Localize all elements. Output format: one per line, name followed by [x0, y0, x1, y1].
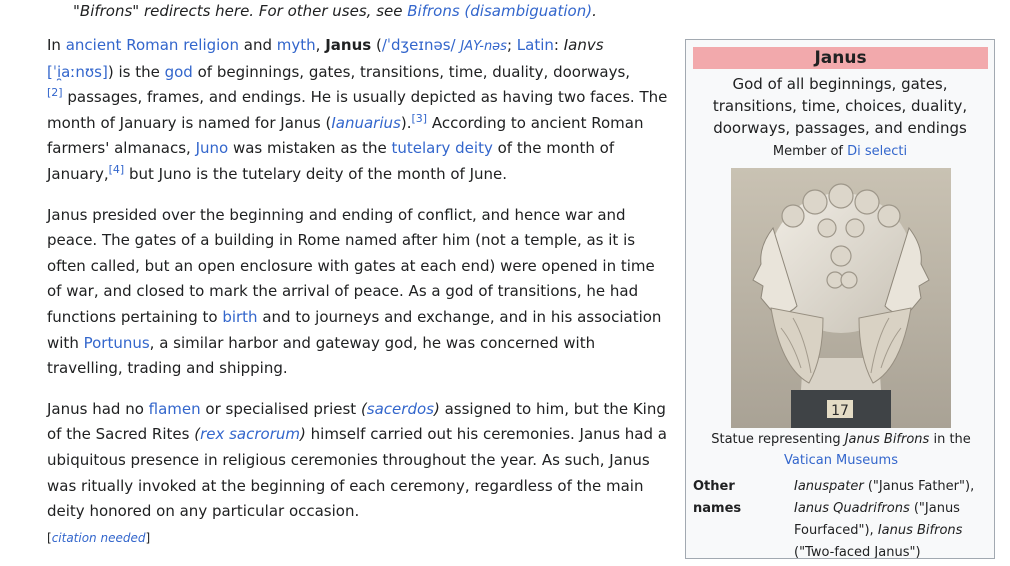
latin-name: Ianvs — [563, 36, 604, 54]
latin-link[interactable]: Latin — [516, 36, 554, 54]
infobox-member-of — [686, 143, 994, 161]
text: ). — [400, 113, 412, 132]
text: passages, frames, and endings. He is usually depicted as having two faces. The month of January is named for Janus ( — [47, 88, 668, 132]
text: Janus presided over the beginning and ending of conflict, and hence war and peace. The gates of a building in Rome named after him (not a temple, as it is often called, but an open enclosure with gates at each end) were opened in time of war, and closed to mark the arrival of peace. As a god of transitions, he had functions pertaining to — [47, 205, 655, 326]
hatnote-text: "Bifrons" redirects here. For other uses, see — [73, 2, 408, 20]
text: ("Janus Father"), — [863, 479, 975, 494]
rex-sacrorum-link[interactable]: rex sacrorum — [200, 425, 301, 444]
birth-link[interactable]: birth — [222, 307, 258, 326]
text: ; — [506, 36, 517, 54]
infobox-description: God of all beginnings, gates, transitions, time, choices, duality, doorways, passages, and endings — [712, 75, 968, 137]
text: himself carried out his ceremonies. Janus had a ubiquitous presence in religious ceremonies throughout the year. As such, Janus was ritually invoked at the beginning of each ceremony, regardless of the main deity honored on any particular occasion. — [47, 425, 667, 521]
statue-illustration — [731, 168, 951, 428]
text: but Juno is the tutelary deity of the month of June. — [124, 164, 508, 183]
juno-link[interactable]: Juno — [195, 139, 229, 158]
pronunciation-ipa-link[interactable]: /ˈdʒeɪnəs/ — [381, 36, 456, 54]
text: in the — [929, 432, 971, 447]
text: In — [47, 36, 66, 54]
text: Ianuspater — [794, 479, 864, 494]
reference-4[interactable]: [4] — [108, 162, 125, 176]
ancient-roman-religion-link[interactable]: ancient Roman religion — [65, 36, 239, 54]
text: Janus Bifrons — [844, 432, 930, 447]
text: ( — [194, 425, 201, 444]
bifrons-disambiguation-link[interactable]: Bifrons (disambiguation) — [407, 2, 593, 20]
tutelary-deity-link[interactable]: tutelary deity — [391, 139, 493, 158]
text: ) — [300, 425, 306, 444]
hatnote — [73, 1, 597, 22]
janus-statue-image[interactable] — [731, 168, 951, 428]
vatican-museums-link[interactable]: Vatican Museums — [784, 453, 898, 468]
latin-ipa-link[interactable]: [ˈi̯aːnʊs] — [47, 62, 108, 81]
text: Statue representing — [711, 432, 845, 447]
other-names-label: Other names — [693, 479, 742, 516]
di-selecti-link[interactable]: Di selecti — [847, 144, 908, 159]
janus-bold-name: Janus — [325, 36, 372, 54]
text: ("Janus Fourfaced"), — [794, 501, 960, 538]
text: ( — [371, 36, 382, 54]
infobox-title: Janus — [693, 47, 988, 69]
article-body — [47, 33, 672, 566]
infobox — [685, 39, 995, 559]
portunus-link[interactable]: Portunus — [83, 333, 150, 352]
respelling-link[interactable]: JAY-nəs — [460, 39, 507, 54]
text: or specialised priest — [200, 399, 361, 418]
citation-needed — [47, 531, 150, 545]
text: ) is the — [107, 62, 165, 81]
citation-needed-link[interactable]: citation needed — [51, 530, 146, 545]
text: : — [553, 36, 564, 54]
text: Ianus Quadrifrons — [794, 501, 910, 516]
text: ] — [145, 530, 151, 545]
text: Ianus Bifrons — [877, 523, 963, 538]
reference-3[interactable]: [3] — [411, 111, 428, 125]
flamen-link[interactable]: flamen — [148, 399, 201, 418]
text: , — [315, 36, 326, 54]
text: [ — [47, 530, 52, 545]
hatnote-period: . — [592, 2, 597, 20]
text: ( — [360, 399, 367, 418]
text: Member of — [772, 144, 848, 159]
text: of beginnings, gates, transitions, time, duality, doorways, — [192, 62, 631, 81]
image-caption — [686, 429, 995, 471]
text: , a similar harbor and gateway god, he was concerned with travelling, trading and shipping. — [47, 333, 596, 378]
text: ("Two-faced Janus") — [794, 545, 921, 559]
text: Janus had no — [47, 399, 149, 418]
paragraph-war-peace — [47, 203, 672, 382]
reference-2[interactable]: [2] — [47, 86, 63, 100]
plinth-number: 17 — [831, 403, 849, 419]
text: and to journeys and exchange, and in his association with — [47, 307, 662, 352]
ianuarius-link[interactable]: Ianuarius — [331, 113, 401, 132]
text: was mistaken as the — [228, 139, 392, 158]
text: According to ancient Roman farmers' almanacs, — [47, 113, 644, 158]
sacerdos-link[interactable]: sacerdos — [366, 399, 434, 418]
text: ) — [433, 399, 440, 418]
paragraph-intro — [47, 33, 672, 188]
god-link[interactable]: god — [164, 62, 193, 81]
paragraph-priests — [47, 397, 672, 552]
text: and — [238, 36, 277, 54]
myth-link[interactable]: myth — [276, 36, 316, 54]
text: assigned to him, but the King of the Sacred Rites — [47, 399, 666, 444]
text: of the month of January, — [47, 139, 615, 183]
